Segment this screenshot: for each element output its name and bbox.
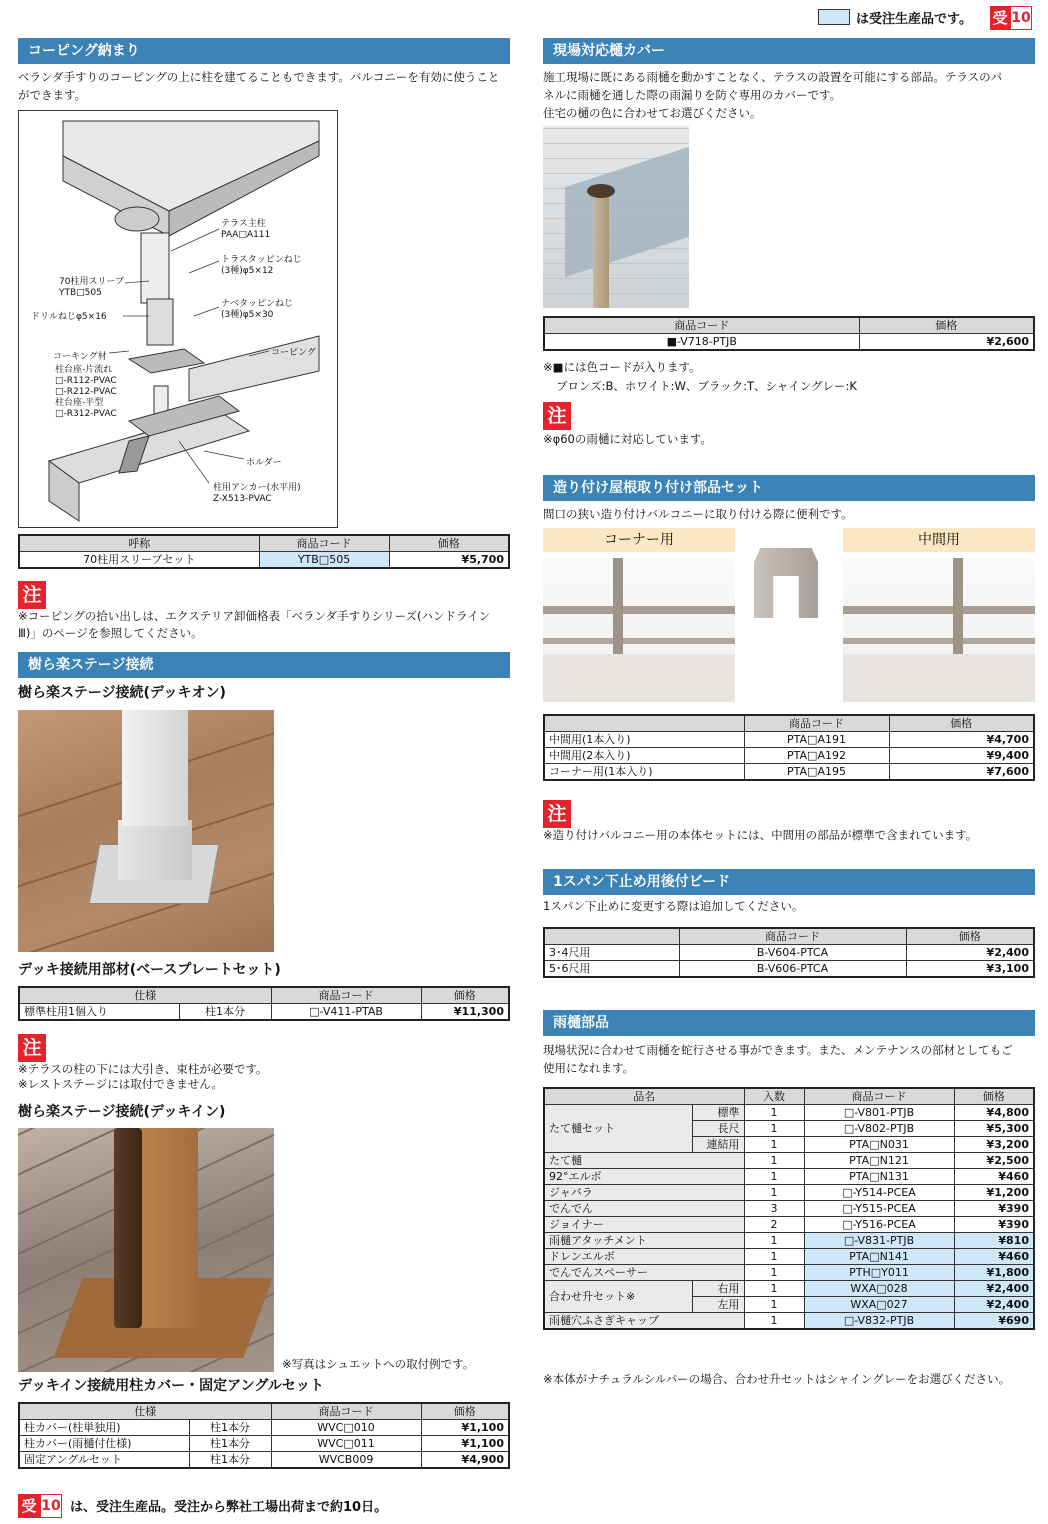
rail-mid: [543, 638, 735, 644]
table-row: 連結用 1 PTA□N031 ¥3,200: [544, 1137, 1034, 1153]
coping-table: 呼称 商品コード 価格 70柱用スリーブセット YTB□505 ¥5,700: [18, 534, 510, 569]
footer-badge: [18, 1494, 62, 1518]
rain-table: 品名 入数 商品コード 価格 たて樋セット 標準 1 □-V801-PTJB ¥4,800 長尺 1 □-V802-PTJB ¥5,300 連結用 1 PTA□N031 ¥3,200 たて樋 1 PTA□N121 ¥2,500 92°エルボ 1 PTA□N131 ¥460 ジャバラ 1 □-Y514-PCEA ¥1,200 でんでん 3 □-Y515-PCEA ¥390 ジョイナー 2 □-Y516-PCEA ¥390 雨樋アタッチメント 1 □-V831-PTJB ¥810 ドレンエルボ 1 PTA□N141 ¥460 でんでんスペーサー 1 PTH□Y011 ¥1,800 合わせ升セット※ 右用 1 WXA□028 ¥2,400 左用 1 WXA□027 ¥2,400 雨樋穴ふさぎキャップ 1 □-V832-PTJB ¥690: [543, 1087, 1035, 1330]
bead-table: 商品コード 価格 3･4尺用 B-V604-PTCA ¥2,400 5･6尺用 B-V606-PTCA ¥3,100: [543, 927, 1035, 978]
deck-on-title: 樹ら楽ステージ接続(デッキオン): [18, 685, 226, 701]
table-row: ■-V718-PTJB ¥2,600: [544, 334, 1034, 351]
corner-photo: [543, 558, 735, 702]
footer-text: は、受注生産品。受注から弊社工場出荷まで約10日。: [70, 1500, 388, 1515]
table-row: 柱カバー(柱単独用) 柱1本分 WVC□010 ¥1,100: [19, 1420, 509, 1436]
deck-on-note-1: ※テラスの柱の下には大引き、束柱が必要です。: [18, 1062, 268, 1076]
table-row: 中間用(2本入り) PTA□A192 ¥9,400: [544, 748, 1034, 764]
table-row: でんでんスペーサー 1 PTH□Y011 ¥1,800: [544, 1265, 1034, 1281]
gutter-pipe: [593, 186, 609, 308]
rail-top: [543, 606, 735, 614]
rain-note: ※本体がナチュラルシルバーの場合、合わせ升セットはシャイングレーをお選びください。: [543, 1372, 1011, 1386]
table-row: 雨樋アタッチメント 1 □-V831-PTJB ¥810: [544, 1233, 1034, 1249]
bead-desc: 1スパン下止めに変更する際は追加してください。: [543, 899, 804, 913]
table-row: 中間用(1本入り) PTA□A191 ¥4,700: [544, 732, 1034, 748]
table-row: 固定アングルセット 柱1本分 WVCB009 ¥4,900: [19, 1452, 509, 1469]
rail-mid: [843, 638, 1035, 644]
roof-set-header: 造り付け屋根取り付け部品セット: [543, 475, 1035, 501]
label-drill-screw: ドリルねじφ5×16: [31, 312, 107, 322]
middle-tag: 中間用: [843, 528, 1035, 552]
table-row: でんでん 3 □-Y515-PCEA ¥390: [544, 1201, 1034, 1217]
table-row: 雨樋穴ふさぎキャップ 1 □-V832-PTJB ¥690: [544, 1313, 1034, 1330]
rain-desc-1: 現場状況に合わせて雨樋を蛇行させる事ができます。また、メンテナンスの部材としてもご: [543, 1043, 1013, 1057]
note-icon: 注: [543, 800, 571, 828]
gutter-cover-photo: [543, 126, 689, 308]
coping-note-2: Ⅲ)」のページを参照してください。: [18, 626, 203, 640]
deck-on-table: 仕様 商品コード 価格 標準柱用1個入り 柱1本分 □-V411-PTAB ¥11,300: [18, 986, 510, 1021]
downpipe: [114, 1128, 142, 1328]
table-row: 92°エルボ 1 PTA□N131 ¥460: [544, 1169, 1034, 1185]
table-row: コーナー用(1本入り) PTA□A195 ¥7,600: [544, 764, 1034, 781]
table-row: ジャバラ 1 □-Y514-PCEA ¥1,200: [544, 1185, 1034, 1201]
balcony-wall: [543, 654, 735, 702]
badge-number: 10: [1010, 6, 1032, 30]
rain-header: 雨樋部品: [543, 1010, 1035, 1036]
badge-kanji: 受: [990, 6, 1010, 30]
table-row: ジョイナー 2 □-Y516-PCEA ¥390: [544, 1217, 1034, 1233]
coping-desc-2: ができます。: [18, 88, 87, 102]
label-coping: コーピング: [271, 348, 316, 358]
post-sleeve: [118, 820, 192, 880]
table-row: 70柱用スリーブセット YTB□505 ¥5,700: [19, 552, 509, 569]
roof-set-note: ※造り付けバルコニー用の本体セットには、中間用の部品が標準で含まれています。: [543, 828, 978, 842]
gutter-cover-table: 商品コード 価格 ■-V718-PTJB ¥2,600: [543, 316, 1035, 351]
deck-on-photo: [18, 710, 274, 952]
badge-number: 10: [40, 1494, 62, 1518]
rain-desc-2: 使用になれます。: [543, 1061, 635, 1075]
coping-desc-1: ベランダ手すりのコーピングの上に柱を建てることもできます。バルコニーを有効に使うこと: [18, 70, 500, 84]
badge-kanji: 受: [18, 1494, 40, 1518]
deck-in-photo: [18, 1128, 274, 1372]
roof-set-table: 商品コード 価格 中間用(1本入り) PTA□A191 ¥4,700 中間用(2本入り) PTA□A192 ¥9,400 コーナー用(1本入り) PTA□A195 ¥7,600: [543, 714, 1035, 781]
label-anchor: 柱用アンカー(水平用) Z-X513-PVAC: [213, 483, 301, 504]
bead-header: 1スパン下止め用後付ビード: [543, 869, 1035, 895]
gutter-cover: [587, 184, 615, 198]
post: [122, 710, 188, 826]
table-row: 左用 1 WXA□027 ¥2,400: [544, 1297, 1034, 1313]
table-row: 標準柱用1個入り 柱1本分 □-V411-PTAB ¥11,300: [19, 1004, 509, 1021]
table-row: ドレンエルボ 1 PTA□N141 ¥460: [544, 1249, 1034, 1265]
stage-header: 樹ら楽ステージ接続: [18, 652, 510, 678]
corner-tag: コーナー用: [543, 528, 735, 552]
gutter-cover-header: 現場対応樋カバー: [543, 38, 1035, 64]
table-row: 3･4尺用 B-V604-PTCA ¥2,400: [544, 945, 1034, 961]
middle-photo: [843, 558, 1035, 702]
note-icon: 注: [18, 1034, 46, 1062]
table-row: 合わせ升セット※ 右用 1 WXA□028 ¥2,400: [544, 1281, 1034, 1297]
deck-in-table: 仕様 商品コード 価格 柱カバー(柱単独用) 柱1本分 WVC□010 ¥1,100 柱カバー(雨樋付仕様) 柱1本分 WVC□011 ¥1,100 固定アングルセット 柱1本分 WVCB009 ¥4,900: [18, 1402, 510, 1469]
table-row: たて樋セット 標準 1 □-V801-PTJB ¥4,800: [544, 1105, 1034, 1121]
legend-swatch: [818, 9, 850, 25]
label-truss-screw: トラスタッピンねじ (3種)φ5×12: [221, 255, 302, 276]
coping-note-1: ※コーピングの拾い出しは、エクステリア卸価格表「ベランダ手すりシリーズ(ハンドライン: [18, 609, 491, 623]
label-sleeve: 70柱用スリーブ YTB□505: [59, 277, 125, 298]
label-caulk: コーキング材: [53, 352, 107, 362]
deck-on-note-2: ※レストステージには取付できません。: [18, 1077, 223, 1091]
rail-top: [843, 606, 1035, 614]
deck-on-parts-title: デッキ接続用部材(ベースプレートセット): [18, 962, 281, 978]
photo-note: ※写真はシュエットへの取付例です。: [282, 1357, 475, 1371]
label-base: 柱台座-片流れ □-R112-PVAC □-R212-PVAC 柱台座-平型 □-R312-PVAC: [55, 365, 117, 419]
deck-in-parts-title: デッキイン接続用柱カバー・固定アングルセット: [18, 1378, 324, 1394]
legend-text: は受注生産品です。: [856, 12, 972, 27]
coping-header: コーピング納まり: [18, 38, 510, 64]
deck-in-title: 樹ら楽ステージ接続(デッキイン): [18, 1104, 226, 1120]
label-post: テラス主柱 PAA□A111: [221, 219, 271, 240]
color-note-1: ※■には色コードが入ります。: [543, 360, 701, 374]
note-icon: 注: [18, 581, 46, 609]
table-row: 5･6尺用 B-V606-PTCA ¥3,100: [544, 961, 1034, 978]
gutter-cover-desc-1: 施工現場に既にある雨樋を動かすことなく、テラスの設置を可能にする部品。テラスのパ: [543, 70, 1003, 84]
table-row: たて樋 1 PTA□N121 ¥2,500: [544, 1153, 1034, 1169]
coping-diagram: [18, 110, 338, 528]
color-note-2: ブロンズ:B、ホワイト:W、ブラック:T、シャイングレー:K: [556, 379, 857, 393]
table-row: 柱カバー(雨樋付仕様) 柱1本分 WVC□011 ¥1,100: [19, 1436, 509, 1452]
bracket: [754, 548, 818, 618]
balcony-wall: [843, 654, 1035, 702]
table-row: 長尺 1 □-V802-PTJB ¥5,300: [544, 1121, 1034, 1137]
bracket-photo: [742, 530, 836, 630]
gutter-cover-desc-2: ネルに雨樋を通した際の雨漏りを防ぐ専用のカバーです。: [543, 88, 842, 102]
label-holder: ホルダー: [246, 458, 282, 468]
roof-set-desc: 間口の狭い造り付けバルコニーに取り付ける際に便利です。: [543, 507, 853, 521]
gutter-cover-desc-3: 住宅の樋の色に合わせてお選びください。: [543, 106, 762, 120]
order-badge: [990, 6, 1032, 30]
label-nabe-screw: ナベタッピンねじ (3種)φ5×30: [221, 299, 294, 320]
gutter-cover-note: ※φ60の雨樋に対応しています。: [543, 432, 712, 446]
note-icon: 注: [543, 402, 571, 430]
